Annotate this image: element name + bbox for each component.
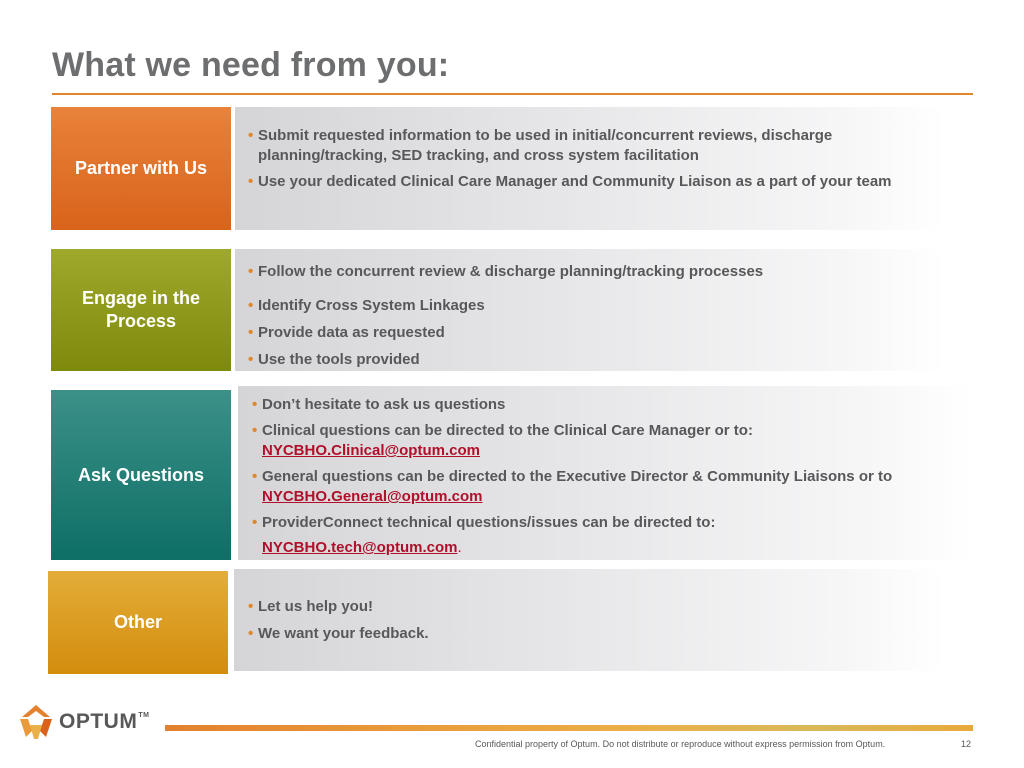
partner-label-box	[51, 107, 231, 230]
list-item	[252, 395, 992, 415]
list-item: • Let us help you!	[248, 597, 928, 617]
partner-bullet-list	[248, 126, 948, 198]
engage-label-box	[51, 249, 231, 371]
other-label-box	[48, 571, 228, 674]
page-title: What we need from you:	[52, 46, 450, 84]
logo-text: OPTUM	[59, 710, 138, 733]
list-item: • Identify Cross System Linkages	[248, 296, 948, 316]
confidential-notice: Confidential property of Optum. Do not distribute or reproduce without express permission from Optum.	[475, 739, 886, 749]
general-email-link[interactable]: NYCBHO.General@optum.com	[262, 488, 483, 505]
list-item	[252, 467, 992, 507]
ask-label: Ask Questions	[77, 464, 205, 485]
list-item: • Follow the concurrent review & discharge planning/tracking processes	[248, 262, 948, 282]
footer-color-bar	[165, 725, 973, 731]
optum-logo-icon	[18, 703, 54, 741]
partner-label: Partner with Us	[74, 158, 208, 178]
list-item: • Submit requested information to be used in initial/concurrent reviews, discharge planning/tracking, SED tracking, and cross system facilitation	[248, 126, 948, 166]
clinical-email-link[interactable]: NYCBHO.Clinical@optum.com	[262, 442, 480, 459]
engage-bullet-list	[248, 262, 948, 377]
tech-email-link[interactable]: NYCBHO.tech@optum.com	[262, 539, 458, 556]
other-label: Other	[113, 612, 162, 632]
title-divider	[52, 93, 973, 95]
optum-wordmark	[59, 710, 149, 734]
ask-bullet-text: Clinical questions can be directed to the Clinical Care Manager or to:	[262, 422, 753, 439]
list-item: • Provide data as requested	[248, 323, 948, 343]
tech-email-line	[262, 538, 992, 558]
ask-label-box	[51, 390, 231, 560]
ask-bullet-list	[252, 395, 992, 564]
engage-label: Engage in the Process	[81, 288, 200, 331]
list-item: • Use your dedicated Clinical Care Manager and Community Liaison as a part of your team	[248, 172, 948, 192]
tech-email-suffix: .	[457, 539, 462, 556]
other-bullet-list	[248, 597, 928, 651]
optum-logo	[18, 703, 149, 741]
list-item: • We want your feedback.	[248, 624, 928, 644]
logo-tm: TM	[138, 712, 150, 719]
page-number: 12	[961, 739, 972, 749]
ask-bullet-text: General questions can be directed to the Executive Director & Community Liaisons or to	[262, 468, 893, 485]
ask-bullet-text: ProviderConnect technical questions/issues can be directed to:	[262, 514, 716, 531]
list-item	[252, 513, 992, 558]
list-item	[252, 421, 992, 461]
ask-bullet-text: Don’t hesitate to ask us questions	[262, 396, 506, 413]
list-item: • Use the tools provided	[248, 350, 948, 370]
